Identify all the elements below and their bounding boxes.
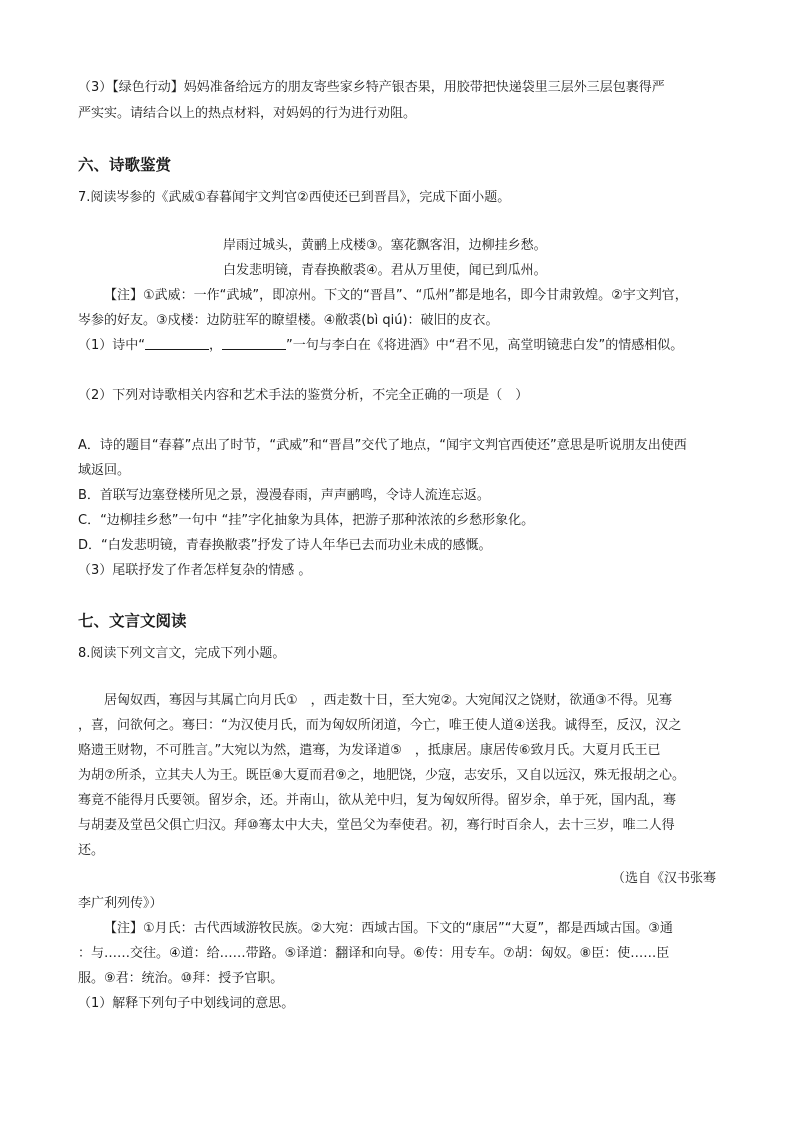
question-text-line: 严实实。请结合以上的热点材料，对妈妈的行为进行劝阻。 <box>78 106 417 121</box>
question-8-1: （1）解释下列句子中划线词的意思。 <box>78 996 295 1011</box>
poem-line: 白发悲明镜，青春换敝裘④。君从万里使，闻已到瓜州。 <box>223 263 547 278</box>
poem-notes: 【注】①武威：一作“武城”，即凉州。下文的“晋昌”、“瓜州”都是地名，即今甘肃敦煌。②宇文判官， <box>104 288 688 303</box>
passage-line: 居匈奴西，骞因与其属亡向月氏① ，西走数十日，至大宛②。大宛闻汉之饶财，欲通③不得。见骞 <box>104 693 672 708</box>
passage-line: 赂遗王财物，不可胜言。”大宛以为然，遣骞，为发译道⑤ ，抵康居。康居传⑥致月氏。大夏月氏王已 <box>78 743 661 758</box>
passage-line: ，喜，问欲何之。骞曰：“为汉使月氏，而为匈奴所闭道，今亡，唯王使人道④送我。诚得至，反汉，汉之 <box>78 718 682 733</box>
question-8-prompt: 8.阅读下列文言文，完成下列小题。 <box>78 646 286 661</box>
passage-line: 与胡妻及堂邑父俱亡归汉。拜⑩骞太中大夫，堂邑父为奉使君。初，骞行时百余人，去十三岁，唯二人得 <box>78 818 675 833</box>
passage-line: 为胡⑦所杀，立其夫人为王。既臣⑧大夏而君⑨之，地肥饶，少寇，志安乐，又自以远汉，殊无报胡之心。 <box>78 768 685 783</box>
passage-source: （选自《汉书张骞 <box>611 871 716 886</box>
passage-source: 李广利列传》） <box>78 896 163 911</box>
question-7-prompt: 7.阅读岑参的《武威①春暮闻宇文判官②西使还已到晋昌》，完成下面小题。 <box>78 190 511 205</box>
option-c: C．“边柳挂乡愁”一句中 “挂”字化抽象为具体，把游子那种浓浓的乡愁形象化。 <box>78 513 535 528</box>
option-a: A．诗的题目“春暮”点出了时节，“武威”和“晋昌”交代了地点，“闻宇文判官西使还”意思是听说朋友出使西 <box>78 438 687 453</box>
section-heading-poetry: 六、诗歌鉴赏 <box>78 156 172 174</box>
poem-line: 岸雨过城头，黄鹂上戍楼③。塞花飘客泪，边柳挂乡愁。 <box>223 238 547 253</box>
question-7-2: （2）下列对诗歌相关内容和艺术手法的鉴赏分析，不完全正确的一项是（ ） <box>78 388 529 403</box>
section-heading-classical: 七、文言文阅读 <box>78 612 187 630</box>
passage-line: 骞竟不能得月氏要领。留岁余，还。并南山，欲从羌中归，复为匈奴所得。留岁余，单于死，国内乱，骞 <box>78 793 677 808</box>
option-a: 域返回。 <box>78 463 131 478</box>
passage-notes: ：与……交往。④道：给……带路。⑤译道：翻译和向导。⑥传：用专车。⑦胡：匈奴。⑧臣：使……臣 <box>78 946 670 961</box>
question-text-line: （3）【绿色行动】妈妈准备给远方的朋友寄些家乡特产银杏果，用胶带把快递袋里三层外三层包裹得严 <box>78 80 665 95</box>
passage-notes: 服。⑨君：统治。⑩拜：授予官职。 <box>78 971 284 986</box>
question-7-1: （1）诗中“ ， ”一句与李白在《将进酒》中“君不见，高堂明镜悲白发”的情感相似。 <box>78 338 684 353</box>
answer-blank[interactable] <box>145 337 209 350</box>
passage-line: 还。 <box>78 843 105 858</box>
poem-notes: 岑参的好友。③戍楼：边防驻军的瞭望楼。④敝裘(bì qiú)：破旧的皮衣。 <box>78 313 499 328</box>
question-7-3: （3）尾联抒发了作者怎样复杂的情感 。 <box>78 563 312 578</box>
passage-notes: 【注】①月氏：古代西域游牧民族。②大宛：西域古国。下文的“康居”“大夏”，都是西域古国。③通 <box>104 921 673 936</box>
option-d: D．“白发悲明镜，青春换敝裘”抒发了诗人年华已去而功业未成的感慨。 <box>78 538 492 553</box>
answer-blank[interactable] <box>222 337 286 350</box>
option-b: B．首联写边塞登楼所见之景，漫漫春雨，声声鹂鸣，令诗人流连忘返。 <box>78 488 490 503</box>
